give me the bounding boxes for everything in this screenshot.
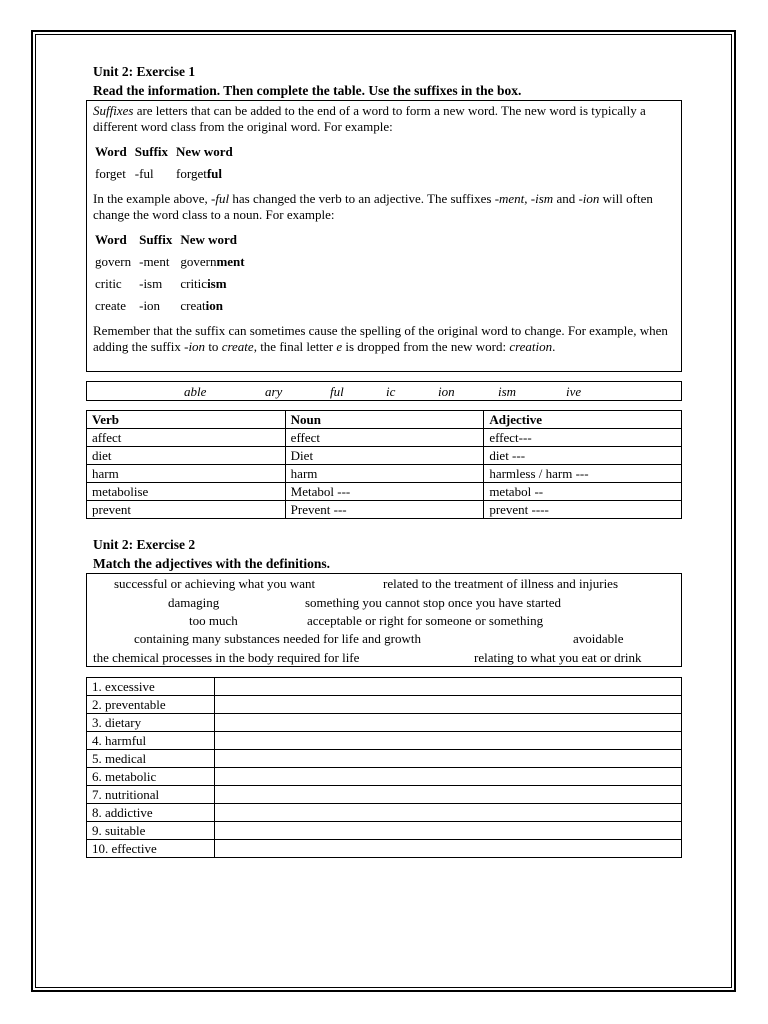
definition-item: successful or achieving what you want <box>114 576 316 591</box>
example1-header-word: Word <box>95 144 127 159</box>
table-row: metabolise Metabol --- metabol -- <box>87 483 682 501</box>
table-row: 4. harmful <box>87 732 682 750</box>
example2-row: govern -ment government <box>95 254 245 269</box>
header-verb: Verb <box>87 411 286 429</box>
table-row: affect effect effect--- <box>87 429 682 447</box>
example1-added: ful <box>206 166 223 181</box>
table-row: 9. suitable <box>87 822 682 840</box>
header-adjective: Adjective <box>484 411 682 429</box>
para2: In the example above, -ful has changed the verb to an adjective. The suffixes -ment, -ism and -ion will often change the word class to a noun. For example: <box>93 191 653 222</box>
suffix-item: ism <box>498 384 517 399</box>
answer-cell[interactable] <box>214 786 681 804</box>
matching-table <box>86 677 682 858</box>
exercise1-title: Unit 2: Exercise 1 <box>93 64 196 79</box>
answer-cell[interactable] <box>214 822 681 840</box>
example2-table <box>95 229 253 317</box>
answer-cell[interactable] <box>214 750 681 768</box>
example1-header-newword: New word <box>176 144 233 159</box>
example1-header-suffix: Suffix <box>134 144 169 159</box>
suffix-word-box <box>86 381 682 401</box>
answer-cell[interactable] <box>214 732 681 750</box>
definitions-box <box>86 573 682 667</box>
answer-cell[interactable] <box>214 678 681 696</box>
answer-cell[interactable] <box>214 696 681 714</box>
table-row: 10. effective <box>87 840 682 858</box>
para3: Remember that the suffix can sometimes cause the spelling of the original word to change. For example, when adding the suffix -ion to create, the final letter e is dropped from the new word: creation. <box>93 323 668 354</box>
definition-item: avoidable <box>573 631 624 646</box>
intro-term: Suffixes <box>93 103 134 118</box>
definition-item: acceptable or right for someone or something <box>307 613 544 628</box>
example1-suffix: -ful <box>134 166 154 181</box>
word-forms-table <box>86 410 682 519</box>
suffix-item: ful <box>330 384 344 399</box>
table-row: harm harm harmless / harm --- <box>87 465 682 483</box>
example1-stem: forget <box>176 166 207 181</box>
exercise2-instruction: Match the adjectives with the definitions. <box>93 556 330 571</box>
suffix-item: ion <box>438 384 455 399</box>
answer-cell[interactable] <box>214 840 681 858</box>
definition-item: relating to what you eat or drink <box>474 650 642 665</box>
definition-item: the chemical processes in the body required for life <box>93 650 360 665</box>
header-noun: Noun <box>285 411 484 429</box>
answer-cell[interactable] <box>214 714 681 732</box>
definition-item: related to the treatment of illness and injuries <box>383 576 619 591</box>
intro-paragraph <box>93 103 675 135</box>
definition-item: something you cannot stop once you have started <box>305 595 561 610</box>
table-row: 6. metabolic <box>87 768 682 786</box>
example1-newword <box>176 163 241 185</box>
exercise2-title: Unit 2: Exercise 2 <box>93 537 196 552</box>
table-row: 7. nutritional <box>87 786 682 804</box>
example2-row: critic -ism criticism <box>95 276 227 291</box>
suffix-item: ic <box>386 384 396 399</box>
example2-row: create -ion creation <box>95 298 223 313</box>
example2-header-word: Word <box>95 232 127 247</box>
definition-item: damaging <box>168 595 220 610</box>
definition-item: containing many substances needed for life and growth <box>134 631 421 646</box>
answer-cell[interactable] <box>214 768 681 786</box>
table-row: 1. excessive <box>87 678 682 696</box>
table-row: 5. medical <box>87 750 682 768</box>
table-row: 3. dietary <box>87 714 682 732</box>
suffix-item: ive <box>566 384 582 399</box>
example2-header-suffix: Suffix <box>139 232 173 247</box>
table-row: diet Diet diet --- <box>87 447 682 465</box>
table-row: prevent Prevent --- prevent ---- <box>87 501 682 519</box>
table-row: 8. addictive <box>87 804 682 822</box>
table-row: 2. preventable <box>87 696 682 714</box>
example1-word: forget <box>95 166 126 181</box>
exercise1-instruction: Read the information. Then complete the table. Use the suffixes in the box. <box>93 83 522 98</box>
definition-item: too much <box>189 613 238 628</box>
intro-text: are letters that can be added to the end of a word to form a new word. The new word is typically a different word class from the original word. For example: <box>93 103 646 134</box>
example2-header-newword: New word <box>180 232 238 247</box>
suffix-info-box <box>86 100 682 372</box>
suffix-item: ary <box>265 384 283 399</box>
example1-table <box>95 141 241 185</box>
suffix-item: able <box>184 384 207 399</box>
answer-cell[interactable] <box>214 804 681 822</box>
